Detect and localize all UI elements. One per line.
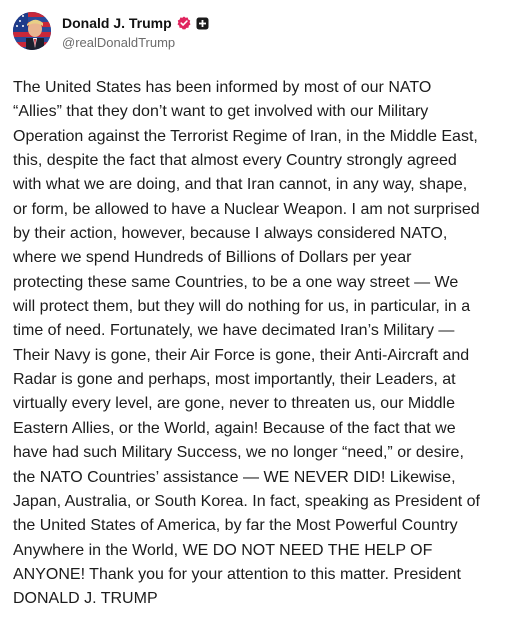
author-handle[interactable]: @realDonaldTrump [62, 35, 176, 50]
display-name[interactable]: Donald J. Trump [62, 15, 172, 31]
avatar[interactable] [13, 12, 51, 50]
group-badge-icon [196, 17, 209, 30]
profile-photo-icon [13, 12, 51, 50]
author-line [62, 14, 209, 32]
author-block [62, 14, 209, 50]
post-body-text: The United States has been informed by most of our NATO “Allies” that they don’t want to get involved with our Military Operation against the Terrorist Regime of Iran, in the Middle East, this, despite the fact that almost every Country strongly agreed with what we are doing, and that Iran cannot, in any way, shape, or form, be allowed to have a Nuclear Weapon. I am not surprised by their action, however, because I always considered NATO, where we spend Hundreds of Billions of Dollars per year protecting these same Countries, to be a one way street — We will protect them, but they will do nothing for us, in particular, in a time of need. Fortunately, we have decimated Iran’s Military — Their Navy is gone, their Air Force is gone, their Anti-Aircraft and Radar is gone and perhaps, most importantly, their Leaders, at virtually every level, are gone, never to threaten us, our Middle Eastern Allies, or the World, again! Because of the fact that we have had such Military Success, we no longer “need,” or desire, the NATO Countries’ assistance — WE NEVER DID! Likewise, Japan, Australia, or South Korea. In fact, speaking as President of the United States of America, by far the Most Powerful Country Anywhere in the World, WE DO NOT NEED THE HELP OF ANYONE! Thank you for your attention to this matter. President DONALD J. TRUMP [13, 79, 480, 608]
verified-badge-icon [177, 16, 191, 30]
post-header [13, 12, 517, 52]
